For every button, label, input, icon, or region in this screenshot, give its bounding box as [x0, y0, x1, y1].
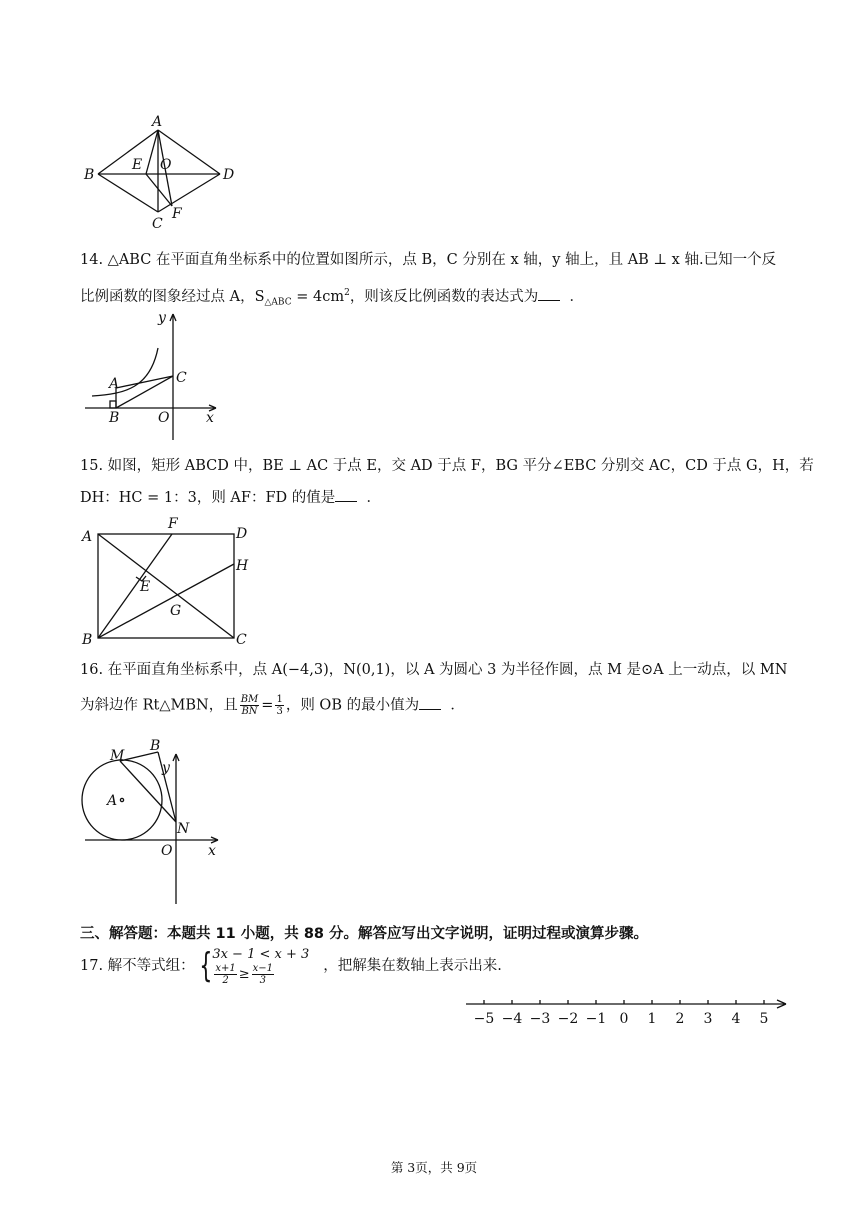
inequality-1: 3x − 1 < x + 3: [212, 947, 310, 962]
q15-line2: [80, 488, 381, 508]
inequality-system: [212, 946, 309, 986]
label-b: B: [82, 632, 93, 648]
section-heading: 三、解答题：本题共 11 小题，共 88 分。解答应写出文字说明，证明过程或演算步骤。: [80, 926, 649, 942]
label-a: A: [109, 376, 120, 392]
label-e: E: [132, 157, 143, 173]
label-f: F: [172, 206, 182, 222]
tick-label: 5: [759, 1011, 769, 1027]
label-a: A: [152, 114, 163, 130]
label-d: D: [236, 526, 248, 542]
tick-label: 4: [731, 1011, 741, 1027]
q14-line1: 14. △ABC 在平面直角坐标系中的位置如图所示，点 B，C 分别在 x 轴，y 轴上，且 AB ⊥ x 轴.已知一个反: [80, 252, 777, 268]
label-b: B: [150, 738, 161, 754]
label-c: C: [152, 216, 163, 232]
label-y: y: [158, 310, 166, 326]
label-d: D: [223, 167, 235, 183]
q16-line1: 16. 在平面直角坐标系中，点 A(−4,3)，N(0,1)，以 A 为圆心 3 为半径作圆，点 M 是⊙A 上一动点，以 MN: [80, 662, 788, 678]
q14-line2-post: ，则该反比例函数的表达式为: [349, 288, 539, 305]
label-a: A: [82, 529, 93, 545]
figure-q13-rhombus: [80, 112, 250, 237]
q14-line2-pre: 比例函数的图象经过点 A，S: [80, 288, 265, 305]
label-o: O: [161, 843, 173, 859]
inequality-2: $\frac{x+1}{2}$ ≥ $\frac{x-1}{3}$: [215, 963, 273, 986]
label-b: B: [109, 410, 120, 426]
answer-blank: [538, 287, 560, 301]
answer-blank: [419, 696, 441, 710]
q17-suffix: ，把解集在数轴上表示出来.: [323, 958, 502, 974]
number-line: [440, 990, 800, 1030]
label-e: E: [140, 579, 151, 595]
figure-q15-rectangle: [80, 514, 260, 650]
label-y: y: [162, 760, 170, 776]
q15-line2-pre: DH：HC = 1：3，则 AF：FD 的值是: [80, 490, 336, 506]
label-h: H: [236, 558, 249, 574]
fraction-one-third: $\frac{1}{3}$: [276, 694, 283, 717]
tick-label: −4: [501, 1011, 523, 1027]
label-b: B: [84, 167, 95, 183]
tick-label: 2: [675, 1011, 685, 1027]
q16-line2-pre: 为斜边作 Rt△MBN，且: [80, 697, 238, 714]
tick-label: −5: [473, 1011, 495, 1027]
page-footer: 第 3页，共 9页: [390, 1160, 478, 1175]
label-c: C: [176, 370, 187, 386]
label-c: C: [236, 632, 247, 648]
label-o: O: [160, 157, 172, 173]
figure-q16-circle: [80, 732, 230, 907]
label-m: M: [110, 748, 125, 764]
tick-label: −1: [585, 1011, 607, 1027]
tick-label: 1: [647, 1011, 657, 1027]
q14-end: ．: [569, 288, 585, 305]
tick-label: 0: [619, 1011, 629, 1027]
q16-line2: [80, 694, 465, 717]
tick-label: 3: [703, 1011, 713, 1027]
q17: [80, 946, 502, 986]
q14-sub: △ABC: [264, 297, 292, 308]
fraction-bm-bn: $\frac{BM}{BN}$: [240, 694, 259, 717]
label-g: G: [170, 603, 182, 619]
label-a: A: [107, 793, 118, 809]
q15-line1: 15. 如图，矩形 ABCD 中，BE ⊥ AC 于点 E，交 AD 于点 F，BG 平分∠EBC 分别交 AC，CD 于点 G，H，若: [80, 458, 814, 474]
q14-sup: 2: [344, 288, 350, 298]
brace: {: [199, 946, 212, 986]
q16-end: ．: [450, 697, 465, 714]
figure-q14-hyperbola: [80, 308, 230, 443]
label-o: O: [158, 410, 170, 426]
label-x: x: [208, 843, 216, 859]
answer-blank: [335, 488, 357, 502]
tick-label: −3: [529, 1011, 551, 1027]
tick-label: −2: [557, 1011, 579, 1027]
label-x: x: [206, 410, 214, 426]
q15-end: ．: [366, 490, 381, 506]
q17-prefix: 17. 解不等式组：: [80, 958, 195, 974]
label-n: N: [177, 821, 190, 837]
label-f: F: [168, 516, 178, 532]
q14-line2-mid: = 4cm: [291, 288, 345, 305]
equals: =: [261, 697, 274, 714]
q16-line2-post: ，则 OB 的最小值为: [285, 697, 420, 714]
